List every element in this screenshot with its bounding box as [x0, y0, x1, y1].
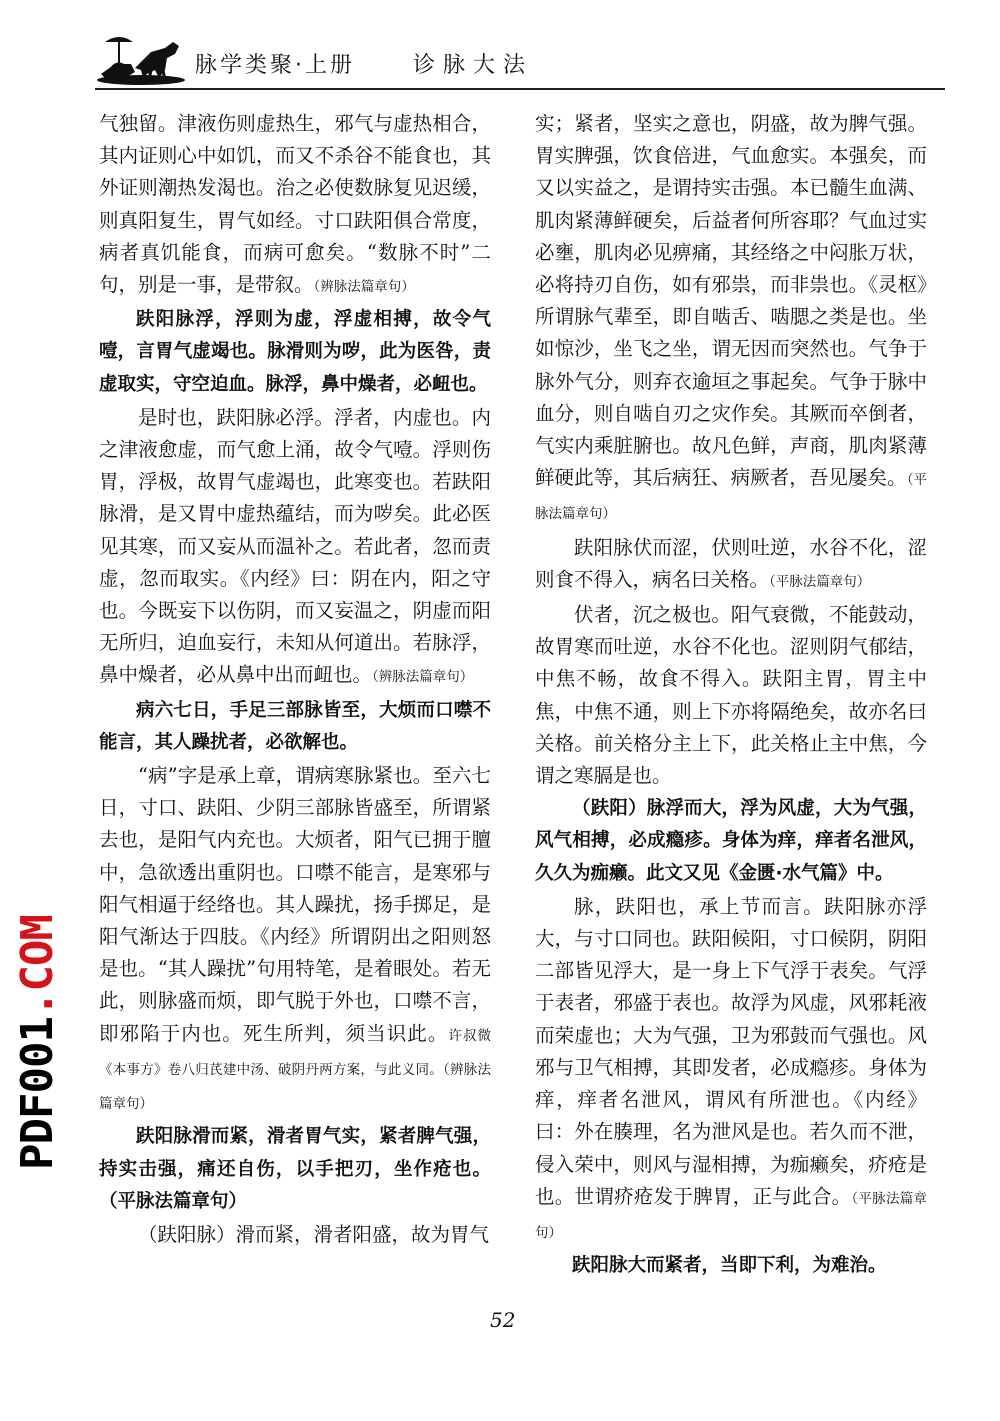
scripture-paragraph [535, 793, 927, 890]
paragraph-text: 实；紧者，坚实之意也，阴盛，故为脾气强。胃实脾强，饮食倍进，气血愈实。本强矣，而又以实益之，是谓持实击强。本已髓生血满、肌肉紧薄鲜硬矣，后益者何所容耶？气血过实必壅，肌肉必见痹痛，其经络之中闷胀万状，必将持刃自伤，如有邪祟，而非祟也。《灵枢》所谓脉气辈至，即自啮舌、啮腮之类是也。坐如惊沙，坐飞之坐，谓无因而突然也。气争于脉外气分，则弃衣逾垣之事起矣。气争于脉中血分，则自啮自刃之灾作矣。其厥而卒倒者，气实内乘脏腑也。故凡色鲜，声商，肌肉紧薄鲜硬此等，其后病狂、病厥者，吾见屡矣。 [535, 112, 927, 490]
paragraph-text: 是时也，趺阳脉必浮。浮者，内虚也。内之津液愈虚，而气愈上涌，故令气噎。浮则伤胃，浮极，故胃气虚竭也，此寒变也。若趺阳脉滑，是又胃中虚热蕴结，而为哕矣。此必医见其寒，而又妄从而温补之。若此者，忽而责虚，忽而取实。《内经》曰：阴在内，阳之守也。今既妄下以伤阴，而又妄温之，阴虚而阳无所归，迫血妄行，未知从何道出。若脉浮，鼻中燥者，必从鼻中出而衄也。 [99, 405, 491, 687]
commentary-paragraph [535, 532, 927, 598]
source-note: （辨脉法篇章句） [372, 669, 474, 686]
scripture-paragraph [99, 304, 491, 401]
paragraph-text: “病”字是承上章，谓病寒脉紧也。至六七日，寸口、趺阳、少阴三部脉皆盛至，所谓紧去也，是阳气内充也。大烦者，阳气已拥于膻中，急欲透出重阴也。口噤不能言，是寒邪与阳气相逼于经络也。其人躁扰，扬手掷足，是阳气渐达于四肢。《内经》所谓阴出之阳则怒是也。“其人躁扰”句用特笔，是着眼处。若无此，则脉盛而烦，即气脱于外也，口噤不言，即邪陷于内也。死生所判，须当识此。 [99, 764, 491, 1045]
scripture-paragraph [99, 695, 491, 759]
watermark-suffix: .COM [12, 915, 63, 1018]
section-title: 诊脉大法 [413, 53, 534, 78]
commentary-paragraph [99, 402, 491, 694]
paragraph-text: （趺阳）脉浮而大，浮为风虚，大为气强，风气相搏，必成瘾疹。身体为痒，痒者名泄风，久久为痂癞。此文又见《金匮·水气篇》中。 [535, 798, 927, 884]
paragraph-text: 趺阳脉滑而紧，滑者胃气实，紧者脾气强，持实击强，痛还自伤，以手把刃，坐作疮也。（平脉法篇章句） [99, 1126, 491, 1212]
source-note: （平脉法篇章句） [769, 573, 871, 590]
source-note: 许叔微《本事方》卷八归芪建中汤、破阴丹两方案，与此义同。（辨脉法篇章句） [99, 1027, 491, 1113]
paragraph-text: 脉，趺阳也，承上节而言。趺阳脉亦浮大，与寸口同也。趺阳候阳，寸口候阴，阴阳二部皆见浮大，是一身上下气浮于表矣。气浮于表者，邪盛于表也。故浮为风虚，风邪耗液而荣虚也；大为气强，卫为邪鼓而气强也。风邪与卫气相搏，其即发者，必成瘾疹。身体为痒，痒者名泄风，谓风有所泄也。《内经》曰：外在腠理，名为泄风是也。若久而不泄，侵入荣中，则风与湿相搏，为痂癞矣，疥疮是也。世谓疥疮发于脾胃，正与此合。 [535, 894, 927, 1208]
running-header [95, 30, 945, 90]
source-note: （辨脉法篇章句） [313, 279, 415, 296]
source-note: （平脉法篇章句） [535, 472, 927, 523]
left-column [99, 108, 491, 1252]
watermark [12, 915, 64, 1170]
commentary-paragraph [99, 760, 491, 1120]
commentary-paragraph [99, 108, 491, 303]
paragraph-text: 伏者，沉之极也。阳气衰微，不能鼓动，故胃寒而吐逆，水谷不化也。涩则阴气郁结，中焦不畅，故食不得入。趺阳主胃，胃主中焦，中焦不通，则上下亦将隔绝矣，故亦名曰关格。前关格分主上下，此关格止主中焦，今谓之寒膈是也。 [535, 603, 927, 788]
commentary-paragraph [535, 599, 927, 792]
scripture-paragraph [99, 1121, 491, 1218]
paragraph-text: （趺阳脉）滑而紧，滑者阳盛，故为胃气 [138, 1222, 490, 1246]
header-rule [95, 88, 945, 90]
commentary-paragraph [535, 891, 927, 1249]
chariot-logo-icon [95, 30, 187, 86]
watermark-prefix: PDF001 [12, 1017, 63, 1170]
commentary-paragraph [535, 108, 927, 531]
paragraph-text: 趺阳脉浮，浮则为虚，浮虚相搏，故令气噎，言胃气虚竭也。脉滑则为哕，此为医咎，责虚取实，守空迫血。脉浮，鼻中燥者，必衄也。 [99, 309, 491, 395]
paragraph-text: 病六七日，手足三部脉皆至，大烦而口噤不能言，其人躁扰者，必欲解也。 [99, 699, 491, 753]
paragraph-text: 趺阳脉大而紧者，当即下利，为难治。 [572, 1255, 887, 1277]
commentary-paragraph [99, 1219, 491, 1251]
page-number: 52 [490, 1308, 516, 1332]
paragraph-text: 趺阳脉伏而涩，伏则吐逆，水谷不化，涩则食不得入，病名曰关格。 [535, 535, 927, 591]
paragraph-text: 气独留。津液伤则虚热生，邪气与虚热相合，其内证则心中如饥，而又不杀谷不能食也，其外证则潮热发渴也。治之必使数脉复见迟缓，则真阳复生，胃气如经。寸口趺阳俱合常度，病者真饥能食，而病可愈矣。“数脉不时”二句，别是一事，是带叙。 [99, 112, 491, 297]
scripture-paragraph [535, 1250, 927, 1282]
book-title: 脉学类聚·上册 [195, 53, 355, 78]
right-column [535, 108, 927, 1283]
source-note: （平脉法篇章句） [535, 1190, 927, 1241]
